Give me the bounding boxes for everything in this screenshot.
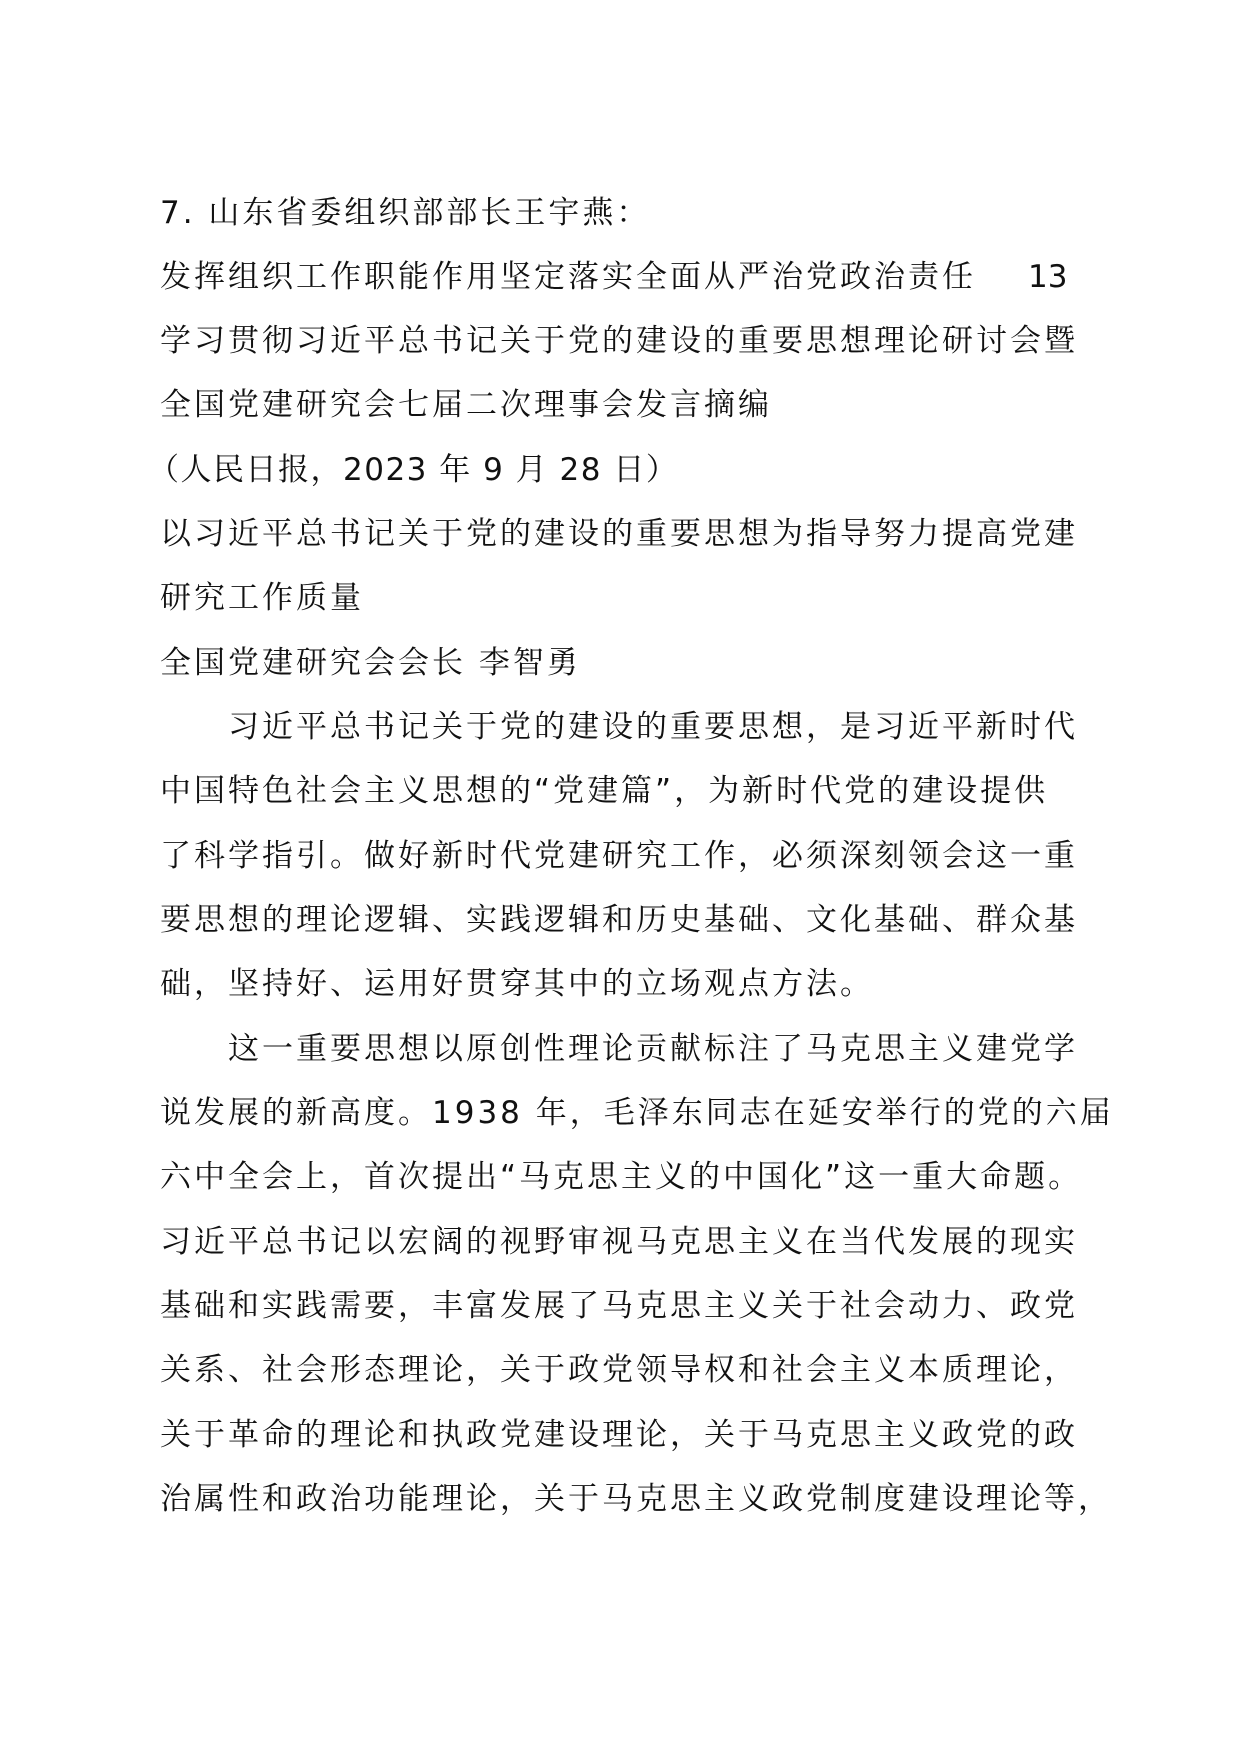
- paragraph-1-line: 习近平总书记关于党的建设的重要思想，是习近平新时代: [228, 709, 1078, 745]
- paragraph-2-line: 习近平总书记以宏阔的视野审视马克思主义在当代发展的现实: [160, 1224, 1078, 1260]
- paragraph-2-line: 关系、社会形态理论，关于政党领导权和社会主义本质理论，: [160, 1352, 1078, 1388]
- article-title-line-1: 学习贯彻习近平总书记关于党的建设的重要思想理论研讨会暨: [160, 323, 1078, 359]
- paragraph-1-line: 中国特色社会主义思想的“党建篇”，为新时代党的建设提供: [160, 773, 1049, 809]
- subtitle-line-2: 研究工作质量: [160, 580, 364, 616]
- paragraph-2-line: 说发展的新高度。1938 年，毛泽东同志在延安举行的党的六届: [160, 1095, 1114, 1131]
- article-source: （人民日报，2023 年 9 月 28 日）: [148, 452, 679, 488]
- paragraph-2-line: 这一重要思想以原创性理论贡献标注了马克思主义建党学: [228, 1031, 1078, 1067]
- toc-item-heading: 7. 山东省委组织部部长王宇燕：: [160, 195, 651, 231]
- toc-entry: [160, 257, 1068, 297]
- paragraph-1-line: 了科学指引。做好新时代党建研究工作，必须深刻领会这一重: [160, 838, 1078, 874]
- author-line: 全国党建研究会会长 李智勇: [160, 645, 581, 681]
- paragraph-2-line: 六中全会上，首次提出“马克思主义的中国化”这一重大命题。: [160, 1159, 1083, 1195]
- paragraph-2-line: 关于革命的理论和执政党建设理论，关于马克思主义政党的政: [160, 1417, 1078, 1453]
- toc-entry-title: 发挥组织工作职能作用坚定落实全面从严治党政治责任: [160, 259, 976, 295]
- paragraph-2-line: 基础和实践需要，丰富发展了马克思主义关于社会动力、政党: [160, 1288, 1078, 1324]
- toc-entry-page-number: 13: [1028, 259, 1068, 295]
- article-title-line-2: 全国党建研究会七届二次理事会发言摘编: [160, 387, 772, 423]
- subtitle-line-1: 以习近平总书记关于党的建设的重要思想为指导努力提高党建: [160, 516, 1078, 552]
- paragraph-1-line: 础，坚持好、运用好贯穿其中的立场观点方法。: [160, 966, 874, 1002]
- paragraph-2-line: 治属性和政治功能理论，关于马克思主义政党制度建设理论等，: [160, 1481, 1112, 1517]
- paragraph-1-line: 要思想的理论逻辑、实践逻辑和历史基础、文化基础、群众基: [160, 902, 1078, 938]
